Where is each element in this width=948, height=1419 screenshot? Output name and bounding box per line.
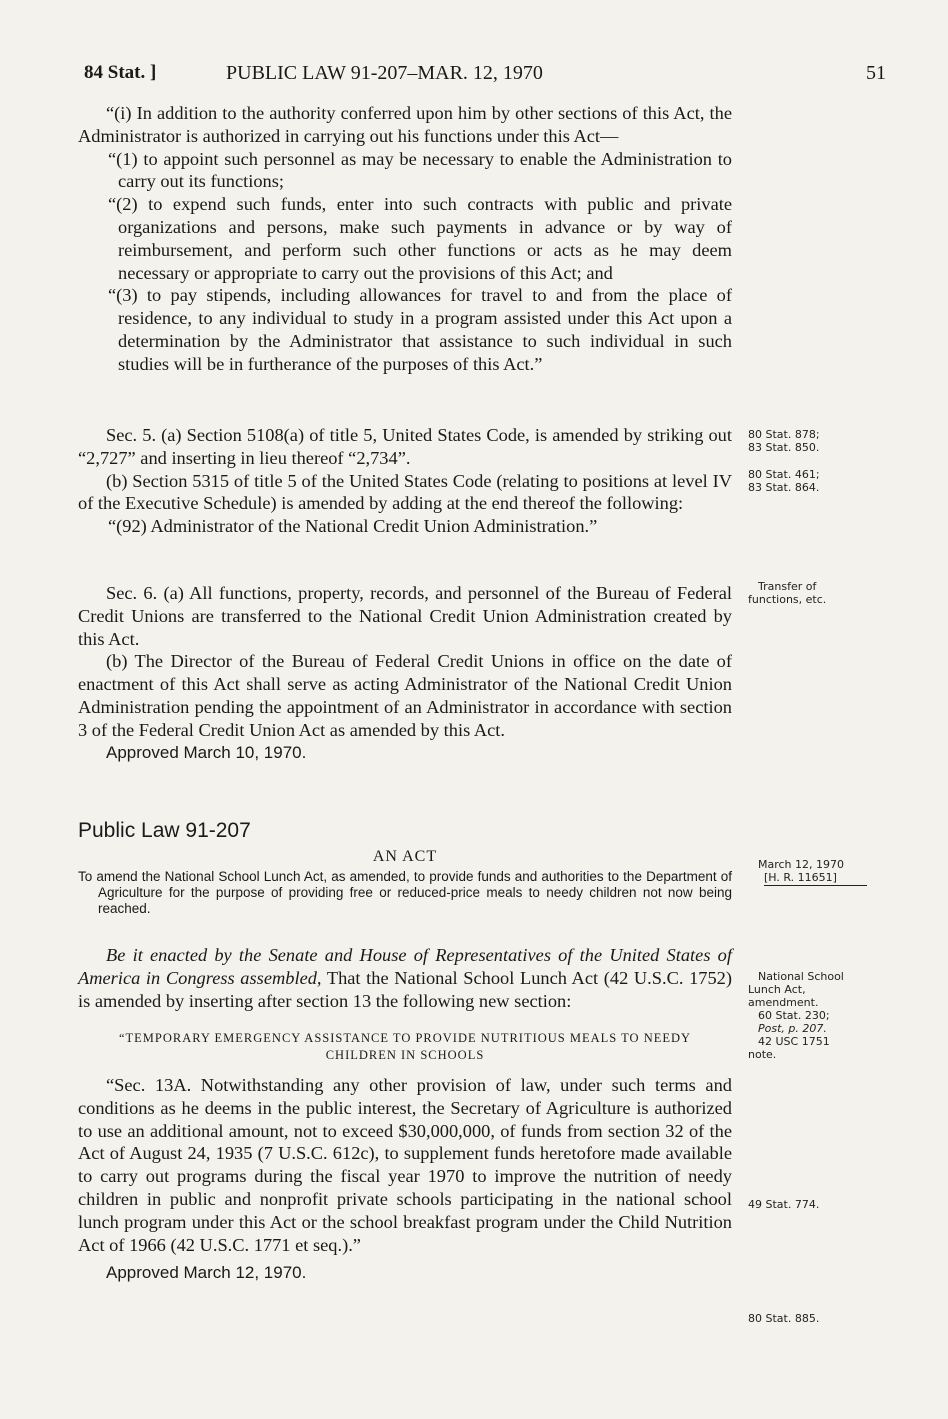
act-block bbox=[78, 846, 732, 917]
sec5-a: Sec. 5. (a) Section 5108(a) of title 5, United States Code, is amended by striking out “2,727” and inserting in lieu thereof “2,734”. bbox=[78, 425, 732, 468]
margin-bill-wrap bbox=[748, 871, 938, 886]
margin-note-nsl bbox=[748, 970, 938, 1061]
approved-march-10: Approved March 10, 1970. bbox=[106, 742, 307, 762]
margin-stat-885: 80 Stat. 885. bbox=[748, 1312, 820, 1325]
enacting-clause-rest: That the National School Lunch Act (42 U.S.C. 1752) is amended by inserting after section 13 the following new section: bbox=[78, 967, 733, 1011]
section-13a-heading: “TEMPORARY EMERGENCY ASSISTANCE TO PROVIDE NUTRITIOUS MEALS TO NEEDY CHILDREN IN SCHOOLS bbox=[118, 1031, 692, 1062]
margin-stat-850: 83 Stat. 850. bbox=[748, 441, 820, 454]
an-act-heading: AN ACT bbox=[372, 848, 438, 865]
sec5-quote: “(92) Administrator of the National Credit Union Administration.” bbox=[108, 516, 598, 537]
header-volume: 84 Stat. ] bbox=[84, 62, 157, 83]
margin-nsl-4: 60 Stat. 230; bbox=[758, 1009, 830, 1022]
margin-transfer-line1: Transfer of bbox=[758, 580, 817, 593]
margin-note-date bbox=[748, 858, 938, 886]
margin-stat-864: 83 Stat. 864. bbox=[748, 481, 820, 494]
section-i-item-1: “(1) to appoint such personnel as may be necessary to enable the Administration to carry out its functions; bbox=[108, 148, 732, 192]
margin-nsl-7: note. bbox=[748, 1048, 777, 1061]
sec6-b: (b) The Director of the Bureau of Federal Credit Unions in office on the date of enactment of this Act shall serve as acting Administrator of the National Credit Union Administration pending the appointment of an Administrator in accordance with section 3 of the Federal Credit Union Act as amended by this Act. bbox=[78, 651, 732, 740]
page-number: 51 bbox=[866, 62, 886, 84]
margin-note-transfer bbox=[748, 580, 938, 606]
margin-stat-774: 49 Stat. 774. bbox=[748, 1198, 820, 1211]
sec13a-block bbox=[78, 1074, 732, 1285]
margin-transfer-line2: functions, etc. bbox=[748, 593, 827, 606]
enacting-clause-italic: Be it enacted by the Senate and House of Representatives of the United States of America in Congress assembled, bbox=[78, 945, 732, 988]
section-i-block bbox=[78, 102, 732, 376]
margin-stat-461: 80 Stat. 461; bbox=[748, 468, 820, 481]
margin-note-885 bbox=[748, 1312, 938, 1325]
sec13a-text: “Sec. 13A. Notwithstanding any other provision of law, under such terms and conditions as he deems in the public interest, the Secretary of Agriculture is authorized to use an additional amount, not to exceed $30,000,000, of funds from section 32 of the Act of August 24, 1935 (7 U.S.C. 612c), to supplement funds heretofore made available to carry out programs during the fiscal year 1970 to improve the nutrition of needy children in public and nonprofit private schools participating in the national school lunch program under this Act or the school breakfast program under the Child Nutrition Act of 1966 (42 U.S.C. 1771 et seq.).” bbox=[78, 1075, 732, 1255]
margin-nsl-6: 42 USC 1751 bbox=[758, 1035, 830, 1048]
header-title: PUBLIC LAW 91-207–MAR. 12, 1970 bbox=[226, 62, 543, 84]
margin-nsl-5: Post, p. 207. bbox=[758, 1022, 827, 1035]
margin-nsl-3: amendment. bbox=[748, 996, 819, 1009]
enacting-clause bbox=[78, 944, 732, 1012]
margin-nsl-2: Lunch Act, bbox=[748, 983, 806, 996]
act-purpose: To amend the National School Lunch Act, as amended, to provide funds and authorities to the Department of Agriculture for the purpose of providing free or reduced-price meals to needy children not now being reached. bbox=[78, 868, 732, 916]
margin-date: March 12, 1970 bbox=[758, 858, 845, 871]
section-i-intro: “(i) In addition to the authority conferred upon him by other sections of this Act, the Administrator is authorized in carrying out his functions under this Act— bbox=[78, 103, 732, 146]
section-heading-block bbox=[78, 1030, 732, 1063]
margin-note-sec5b bbox=[748, 468, 938, 494]
margin-bill-number: [H. R. 11651] bbox=[764, 871, 867, 886]
margin-stat-878: 80 Stat. 878; bbox=[748, 428, 820, 441]
sec6-a: Sec. 6. (a) All functions, property, records, and personnel of the Bureau of Federal Credit Unions are transferred to the National Credit Union Administration created by this Act. bbox=[78, 583, 732, 649]
enacting-block bbox=[78, 944, 732, 1012]
margin-note-774 bbox=[748, 1198, 938, 1211]
margin-note-sec5a bbox=[748, 428, 938, 454]
margin-nsl-1: National School bbox=[758, 970, 844, 983]
sec5-block bbox=[78, 424, 732, 538]
approved-march-12: Approved March 12, 1970. bbox=[106, 1263, 307, 1283]
section-i-item-2: “(2) to expend such funds, enter into such contracts with public and private organizations and persons, make such payments in advance or by way of reimbursement, and perform such other functions or acts as he may deem necessary or appropriate to carry out the provisions of this Act; and bbox=[108, 194, 732, 283]
sec6-block bbox=[78, 582, 732, 764]
public-law-title: Public Law 91-207 bbox=[78, 819, 251, 842]
section-i-item-3: “(3) to pay stipends, including allowances for travel to and from the place of residence, to any individual to study in a program assisted under this Act upon a determination by the Administrator that assistance to such individual in such studies will be in furtherance of the purposes of this Act.” bbox=[108, 285, 732, 374]
sec5-b: (b) Section 5315 of title 5 of the United States Code (relating to positions at level IV of the Executive Schedule) is amended by adding at the end thereof the following: bbox=[78, 470, 732, 514]
